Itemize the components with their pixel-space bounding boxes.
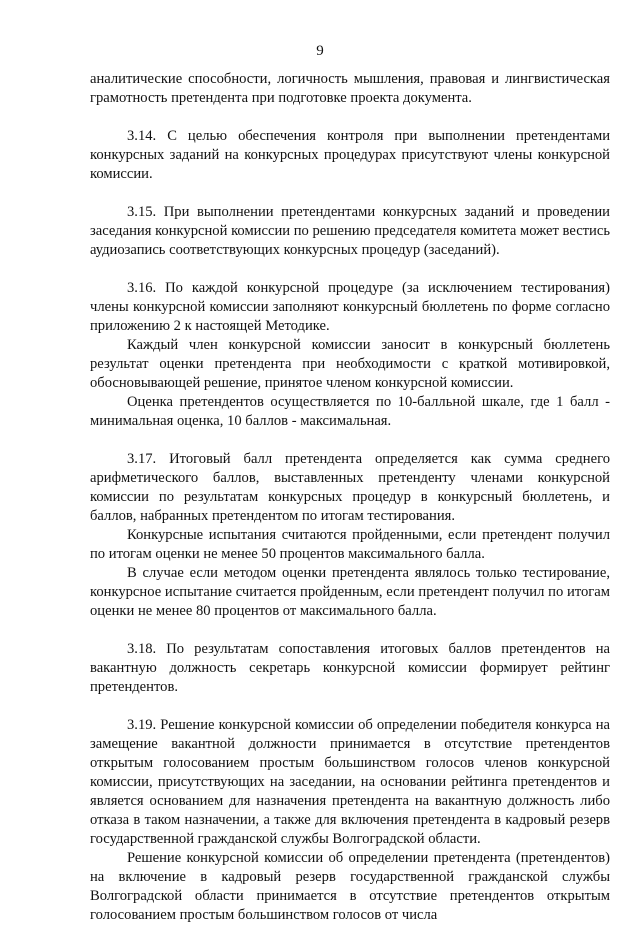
paragraph-3-14: 3.14. С целью обеспечения контроля при выполнении претендентами конкурсных заданий на конкурсных процедурах присутствуют члены конкурсной комиссии. [90,128,610,182]
paragraph-3-19: 3.19. Решение конкурсной комиссии об определении победителя конкурса на замещение вакантной должности принимается в отсутствие претендентов открытым голосованием простым большинством голосов членов конкурсной комиссии, присутствующих на заседании, на основании рейтинга претендентов и является основанием для назначения претендента на вакантную должность либо отказа в таком назначении, а также для включения претендента в кадровый резерв государственной гражданской службы Волгоградской области. [90,717,610,847]
paragraph-3-16: 3.16. По каждой конкурсной процедуре (за исключением тестирования) члены конкурсной комиссии заполняют конкурсный бюллетень по форме согласно приложению 2 к настоящей Методике. [90,280,610,334]
paragraph-3-17: 3.17. Итоговый балл претендента определяется как сумма среднего арифметического баллов, выставленных претенденту членами конкурсной комиссии по результатам конкурсных процедур в конкурсный бюллетень, и баллов, набранных претендентом по итогам тестирования. [90,451,610,524]
paragraph-3-17-passed: Конкурсные испытания считаются пройденными, если претендент получил по итогам оценки не менее 50 процентов максимального балла. [90,527,610,562]
paragraph-continuation: аналитические способности, логичность мышления, правовая и лингвистическая грамотность претендента при подготовке проекта документа. [90,71,610,106]
paragraph-3-16-ballot: Каждый член конкурсной комиссии заносит в конкурсный бюллетень результат оценки претендента при необходимости с краткой мотивировкой, обосновывающей решение, принятое членом конкурсной комиссии. [90,337,610,391]
page-number: 9 [316,43,324,59]
paragraph-3-15: 3.15. При выполнении претендентами конкурсных заданий и проведении заседания конкурсной комиссии по решению председателя комитета может вестись аудиозапись соответствующих конкурсных процедур (заседаний). [90,204,610,258]
paragraph-3-18: 3.18. По результатам сопоставления итоговых баллов претендентов на вакантную должность секретарь конкурсной комиссии формирует рейтинг претендентов. [90,641,610,695]
paragraph-3-19-reserve: Решение конкурсной комиссии об определении претендента (претендентов) на включение в кадровый резерв государственной гражданской службы Волгоградской области принимается в отсутствие претендентов открытым голосованием простым большинством голосов от числа [90,850,610,923]
paragraph-3-16-scale: Оценка претендентов осуществляется по 10-балльной шкале, где 1 балл - минимальная оценка, 10 баллов - максимальная. [90,394,610,429]
document-body [90,70,610,925]
paragraph-3-17-testing: В случае если методом оценки претендента являлось только тестирование, конкурсное испытание считается пройденным, если претендент получил по итогам оценки не менее 80 процентов от максимального балла. [90,565,610,619]
